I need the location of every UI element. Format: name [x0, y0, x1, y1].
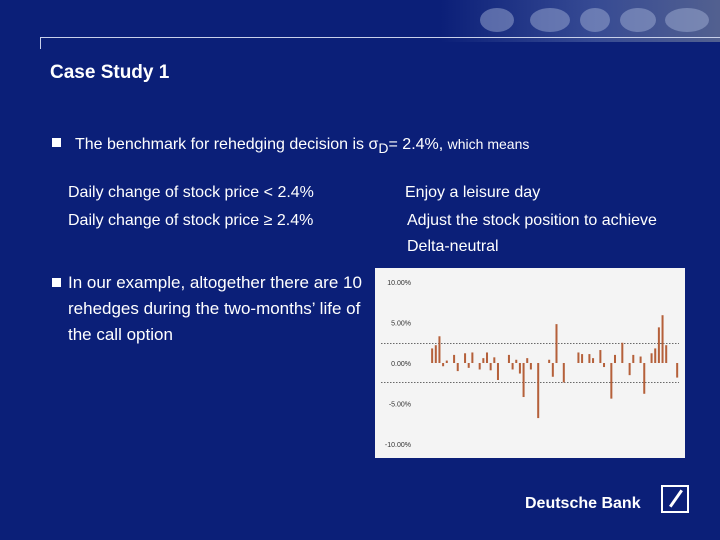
chart-bar — [453, 355, 455, 363]
chart-bar — [446, 361, 448, 363]
rule1-condition: Daily change of stock price < 2.4% — [68, 184, 314, 201]
rule2-action-line1: Adjust the stock position to achieve — [407, 212, 657, 229]
chart-bar — [552, 363, 554, 377]
chart-bar — [629, 363, 631, 375]
chart-bar — [442, 363, 444, 366]
chart-bar — [479, 363, 481, 369]
example-text: In our example, altogether there are 10 rehedges during the two-months’ life of the call option — [68, 273, 362, 344]
chart-bar — [471, 352, 473, 363]
chart-bar — [632, 355, 634, 363]
chart-bar — [497, 363, 499, 380]
chart-bar — [665, 345, 667, 363]
y-tick-label: -10.00% — [384, 442, 411, 449]
chart-bar — [640, 357, 642, 363]
chart-bar — [651, 353, 653, 363]
chart-bar — [468, 363, 470, 368]
chart-bar — [508, 355, 510, 363]
chart-bar — [654, 348, 656, 363]
chart-bar — [643, 363, 645, 394]
chart-bar — [577, 352, 579, 363]
header-decoration — [440, 0, 720, 42]
y-tick-label: -5.00% — [388, 401, 411, 409]
chart-bar — [581, 354, 583, 363]
chart-bar — [457, 363, 459, 371]
chart-bar — [493, 357, 495, 363]
rule2-action-line2: Delta-neutral — [407, 238, 499, 255]
chart-bar — [482, 358, 484, 363]
benchmark-text: The benchmark for rehedging decision is — [75, 136, 369, 153]
chart-bar — [662, 315, 664, 363]
example-statement — [52, 270, 368, 348]
header-rule-tick — [40, 37, 41, 49]
chart-bar — [431, 348, 433, 363]
chart-bar — [548, 360, 550, 363]
chart-bar — [486, 352, 488, 363]
chart-bar — [537, 363, 539, 418]
chart-bar — [530, 363, 532, 369]
y-tick-label: 0.00% — [391, 361, 411, 368]
benchmark-tail: which means — [447, 136, 530, 152]
y-tick-label: 5.00% — [391, 320, 411, 328]
sigma-subscript: D — [378, 140, 389, 157]
chart-bar — [610, 363, 612, 399]
chart-bar — [592, 358, 594, 363]
sigma-symbol: σ — [368, 136, 379, 153]
chart-bar — [438, 336, 440, 363]
chart-bar — [588, 354, 590, 363]
slide-title: Case Study 1 — [50, 62, 170, 83]
chart-bar — [621, 343, 623, 363]
logo-text: Deutsche Bank — [525, 495, 641, 512]
chart-bar — [563, 363, 565, 382]
chart-bar — [435, 345, 437, 363]
chart-bar — [599, 350, 601, 363]
deutsche-bank-logo-icon — [661, 485, 689, 513]
chart-bar — [526, 358, 528, 363]
chart-bar — [490, 363, 492, 370]
bullet-square-icon — [52, 278, 61, 287]
benchmark-value: = 2.4%, — [388, 136, 448, 153]
chart-bar — [464, 353, 466, 363]
header-rule — [40, 37, 720, 38]
chart-bar — [614, 355, 616, 363]
chart-bar — [523, 363, 525, 397]
y-tick-label: 10.00% — [387, 280, 411, 287]
rule1-action: Enjoy a leisure day — [405, 184, 541, 201]
chart-bar — [603, 363, 605, 367]
chart-bar — [555, 324, 557, 363]
chart-bar — [519, 363, 521, 374]
daily-change-chart — [375, 268, 685, 458]
chart-bar — [515, 360, 517, 363]
benchmark-statement — [52, 136, 529, 156]
rule2-condition: Daily change of stock price ≥ 2.4% — [68, 212, 314, 229]
bullet-square-icon — [52, 138, 61, 147]
chart-bar — [676, 363, 678, 378]
chart-bar — [512, 363, 514, 369]
chart-bar — [658, 327, 660, 363]
